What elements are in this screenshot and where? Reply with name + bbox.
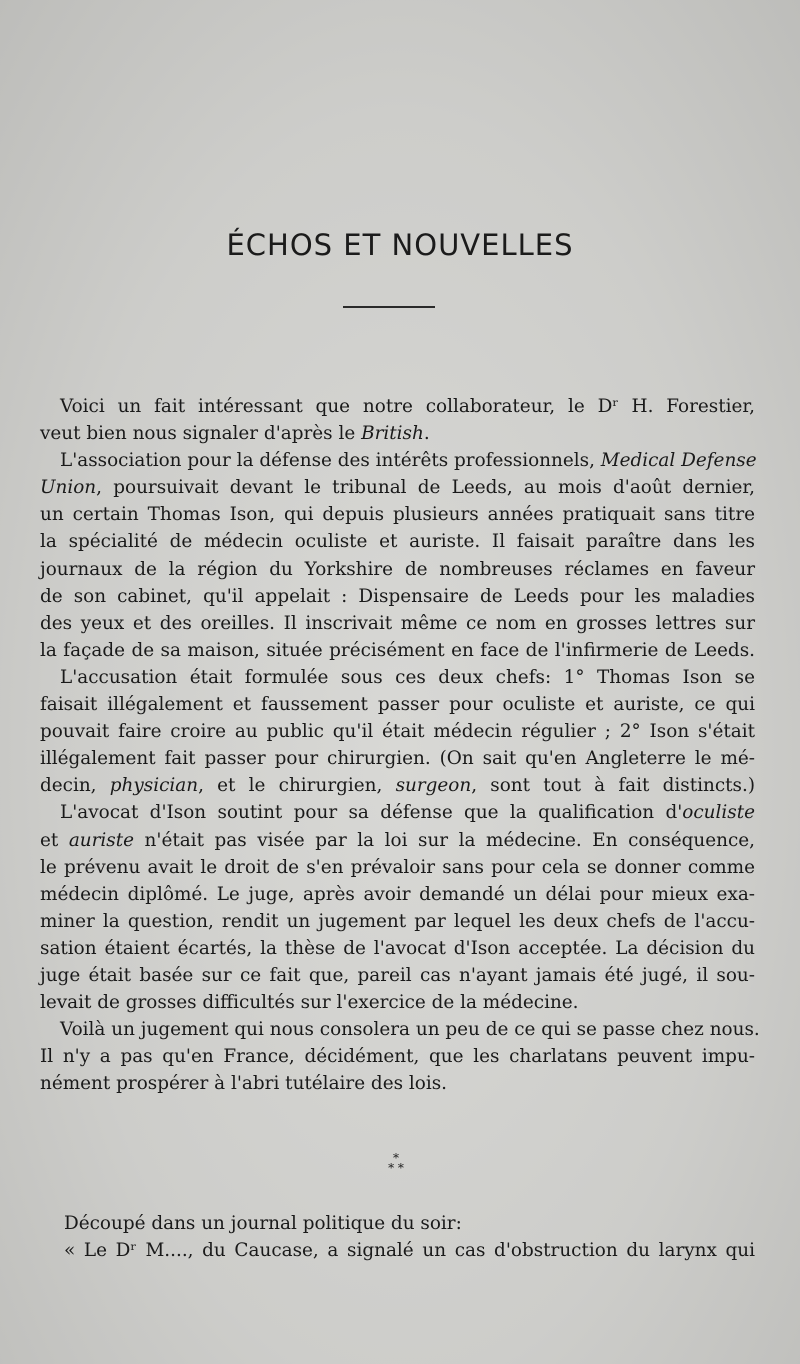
article-line: L'avocat d'Ison soutint pour sa défense que la qualification d'oculiste [60, 802, 755, 824]
article-line: le prévenu avait le droit de s'en prévaloir sans pour cela se donner comme [40, 856, 755, 878]
article-line: miner la question, rendit un jugement par lequel les deux chefs de l'accu- [40, 910, 755, 932]
article-line: Voici un fait intéressant que notre collaborateur, le Dʳ H. Forestier, [60, 396, 755, 417]
article-line: et auriste n'était pas visée par la loi sur la médecine. En conséquence, [40, 829, 755, 851]
article-line: médecin diplômé. Le juge, après avoir demandé un délai pour mieux exa- [40, 883, 755, 905]
section-separator [376, 1153, 416, 1173]
article-line: Union, poursuivait devant le tribunal de Leeds, au mois d'août dernier, [40, 477, 755, 499]
show-through-text [90, 95, 750, 325]
article-body [40, 393, 760, 1097]
article-line: L'association pour la défense des intérêts professionnels, Medical Defense [60, 450, 757, 472]
separator-star-bottom: * * [388, 1161, 404, 1175]
article-line: journaux de la région du Yorkshire de nombreuses réclames en faveur [40, 558, 755, 580]
article-line: un certain Thomas Ison, qui depuis plusieurs années pratiquait sans titre [40, 504, 755, 526]
article-line: des yeux et des oreilles. Il inscrivait même ce nom en grosses lettres sur [40, 612, 755, 634]
next-item-line: « Le Dʳ M...., du Caucase, a signalé un cas d'obstruction du larynx qui [64, 1240, 755, 1262]
article-line: Il n'y a pas qu'en France, décidément, que les charlatans peuvent impu- [40, 1046, 755, 1068]
article-line: juge était basée sur ce fait que, pareil cas n'ayant jamais été jugé, il sou- [40, 964, 755, 986]
page-heading: ÉCHOS ET NOUVELLES [226, 228, 574, 262]
article-line: la façade de sa maison, située précisément en face de l'infirmerie de Leeds. [40, 639, 755, 661]
article-line: illégalement fait passer pour chirurgien. (On sait qu'en Angleterre le mé- [40, 748, 755, 770]
next-item [40, 1210, 755, 1264]
next-item-line: Découpé dans un journal politique du soir: [64, 1213, 462, 1234]
article-line: Voilà un jugement qui nous consolera un peu de ce qui se passe chez nous. [60, 1019, 760, 1041]
article-line: de son cabinet, qu'il appelait : Dispensaire de Leeds pour les maladies [40, 585, 755, 607]
article-line: la spécialité de médecin oculiste et auriste. Il faisait paraître dans les [40, 531, 755, 553]
article-line: faisait illégalement et faussement passer pour oculiste et auriste, ce qui [40, 694, 755, 716]
heading-rule [343, 306, 435, 308]
article-line: veut bien nous signaler d'après le British. [40, 423, 430, 445]
article-line: decin, physician, et le chirurgien, surgeon, sont tout à fait distincts.) [40, 775, 755, 797]
article-line: L'accusation était formulée sous ces deux chefs: 1° Thomas Ison se [60, 666, 755, 688]
article-line: nément prospérer à l'abri tutélaire des lois. [40, 1073, 447, 1095]
separator-star-top: * [393, 1151, 399, 1165]
article-line: sation étaient écartés, la thèse de l'avocat d'Ison acceptée. La décision du [40, 937, 755, 959]
article-line: levait de grosses difficultés sur l'exercice de la médecine. [40, 992, 579, 1014]
article-line: pouvait faire croire au public qu'il était médecin régulier ; 2° Ison s'était [40, 721, 755, 743]
